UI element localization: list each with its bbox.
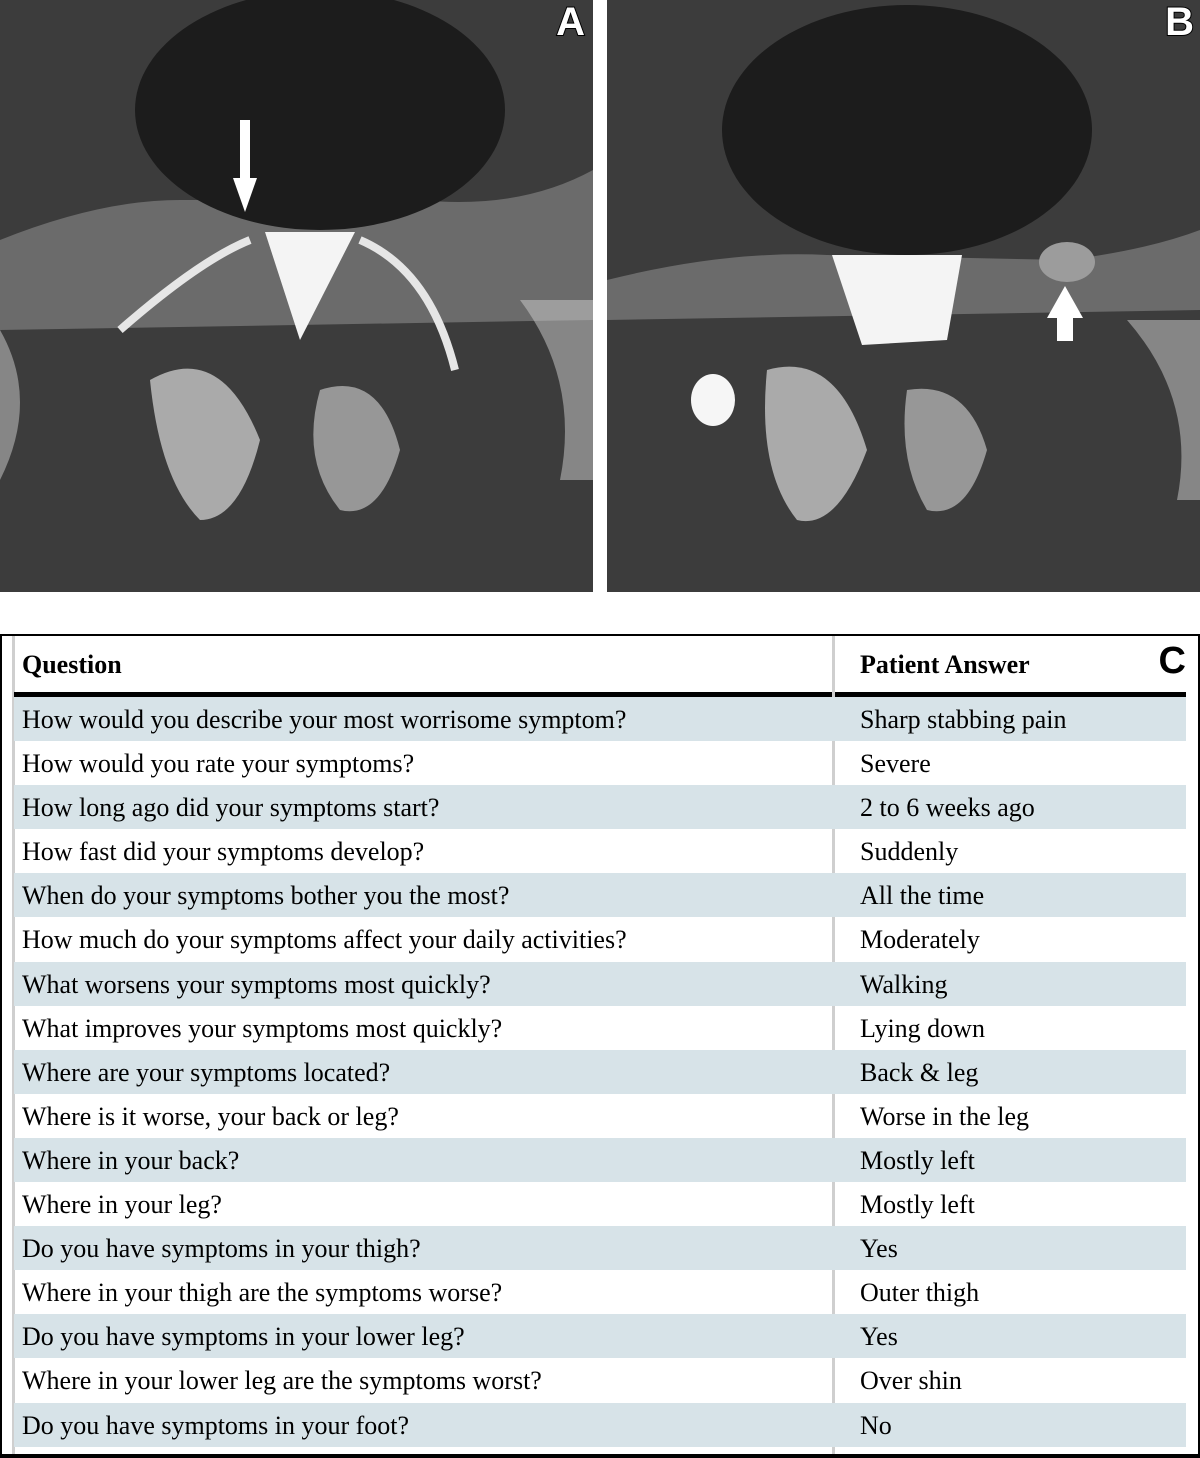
- table-row: [14, 873, 1186, 917]
- answer-cell: Over shin: [860, 1366, 962, 1396]
- question-cell: How much do your symptoms affect your daily activities?: [22, 925, 627, 955]
- question-cell: What worsens your symptoms most quickly?: [22, 969, 491, 999]
- answer-cell: Walking: [860, 969, 948, 999]
- answer-cell: Severe: [860, 749, 931, 779]
- table-row: [14, 1050, 1186, 1094]
- answer-cell: 2 to 6 weeks ago: [860, 793, 1035, 823]
- table-row: [14, 697, 1186, 741]
- question-cell: Where are your symptoms located?: [22, 1057, 391, 1087]
- answer-cell: Back & leg: [860, 1057, 979, 1087]
- panel-c-label: C: [1158, 640, 1186, 682]
- table-row: [14, 1403, 1186, 1447]
- header-question: Question: [22, 650, 122, 679]
- table-body: [14, 697, 1186, 1447]
- panel-b-label: B: [1165, 0, 1194, 44]
- table-row: [14, 1094, 1186, 1138]
- question-cell: When do your symptoms bother you the most?: [22, 881, 510, 911]
- mri-image-b: [607, 0, 1200, 592]
- table-row: [14, 1314, 1186, 1358]
- table-row: [14, 917, 1186, 961]
- table-row: [14, 1226, 1186, 1270]
- header-patient-answer: Patient Answer: [860, 650, 1030, 679]
- question-cell: Do you have symptoms in your lower leg?: [22, 1322, 465, 1352]
- question-cell: Do you have symptoms in your foot?: [22, 1410, 410, 1440]
- table-header: [14, 636, 1186, 697]
- question-cell: How fast did your symptoms develop?: [22, 837, 425, 867]
- arrow-shaft-b: [1057, 316, 1073, 341]
- answer-cell: Lying down: [860, 1013, 985, 1043]
- answer-cell: Outer thigh: [860, 1278, 980, 1308]
- table-row: [14, 829, 1186, 873]
- answer-cell: All the time: [860, 881, 985, 911]
- answer-cell: Sharp stabbing pain: [860, 705, 1067, 734]
- answer-cell: Mostly left: [860, 1145, 975, 1175]
- answer-cell: Moderately: [860, 925, 980, 955]
- question-cell: Where is it worse, your back or leg?: [22, 1101, 399, 1131]
- question-cell: What improves your symptoms most quickly?: [22, 1013, 503, 1043]
- answer-cell: No: [860, 1410, 892, 1440]
- answer-cell: Yes: [860, 1322, 898, 1352]
- answer-cell: Worse in the leg: [860, 1101, 1030, 1131]
- table-row: [14, 785, 1186, 829]
- question-cell: Where in your back?: [22, 1145, 240, 1175]
- questionnaire-table: [0, 634, 1200, 1458]
- table-row: [14, 1270, 1186, 1314]
- answer-cell: Yes: [860, 1234, 898, 1264]
- table-row: [14, 1006, 1186, 1050]
- question-cell: Where in your leg?: [22, 1190, 222, 1220]
- table-row: [14, 741, 1186, 785]
- arrow-shaft-a: [240, 120, 250, 185]
- question-cell: Where in your thigh are the symptoms worse?: [22, 1278, 503, 1308]
- table-row: [14, 1138, 1186, 1182]
- question-cell: How would you describe your most worrisome symptom?: [22, 705, 627, 734]
- table-row: [14, 1182, 1186, 1226]
- mri-image-a: [0, 0, 593, 592]
- question-cell: How would you rate your symptoms?: [22, 749, 415, 779]
- panel-a-label: A: [556, 0, 585, 44]
- table-row: [14, 1358, 1186, 1402]
- question-cell: Do you have symptoms in your thigh?: [22, 1234, 421, 1264]
- mri-panel-a: [0, 0, 593, 592]
- question-cell: Where in your lower leg are the symptoms worst?: [22, 1366, 542, 1396]
- table-row: [14, 962, 1186, 1006]
- mri-panel-b: [607, 0, 1200, 592]
- answer-cell: Suddenly: [860, 837, 959, 867]
- answer-cell: Mostly left: [860, 1190, 975, 1220]
- question-cell: How long ago did your symptoms start?: [22, 793, 440, 823]
